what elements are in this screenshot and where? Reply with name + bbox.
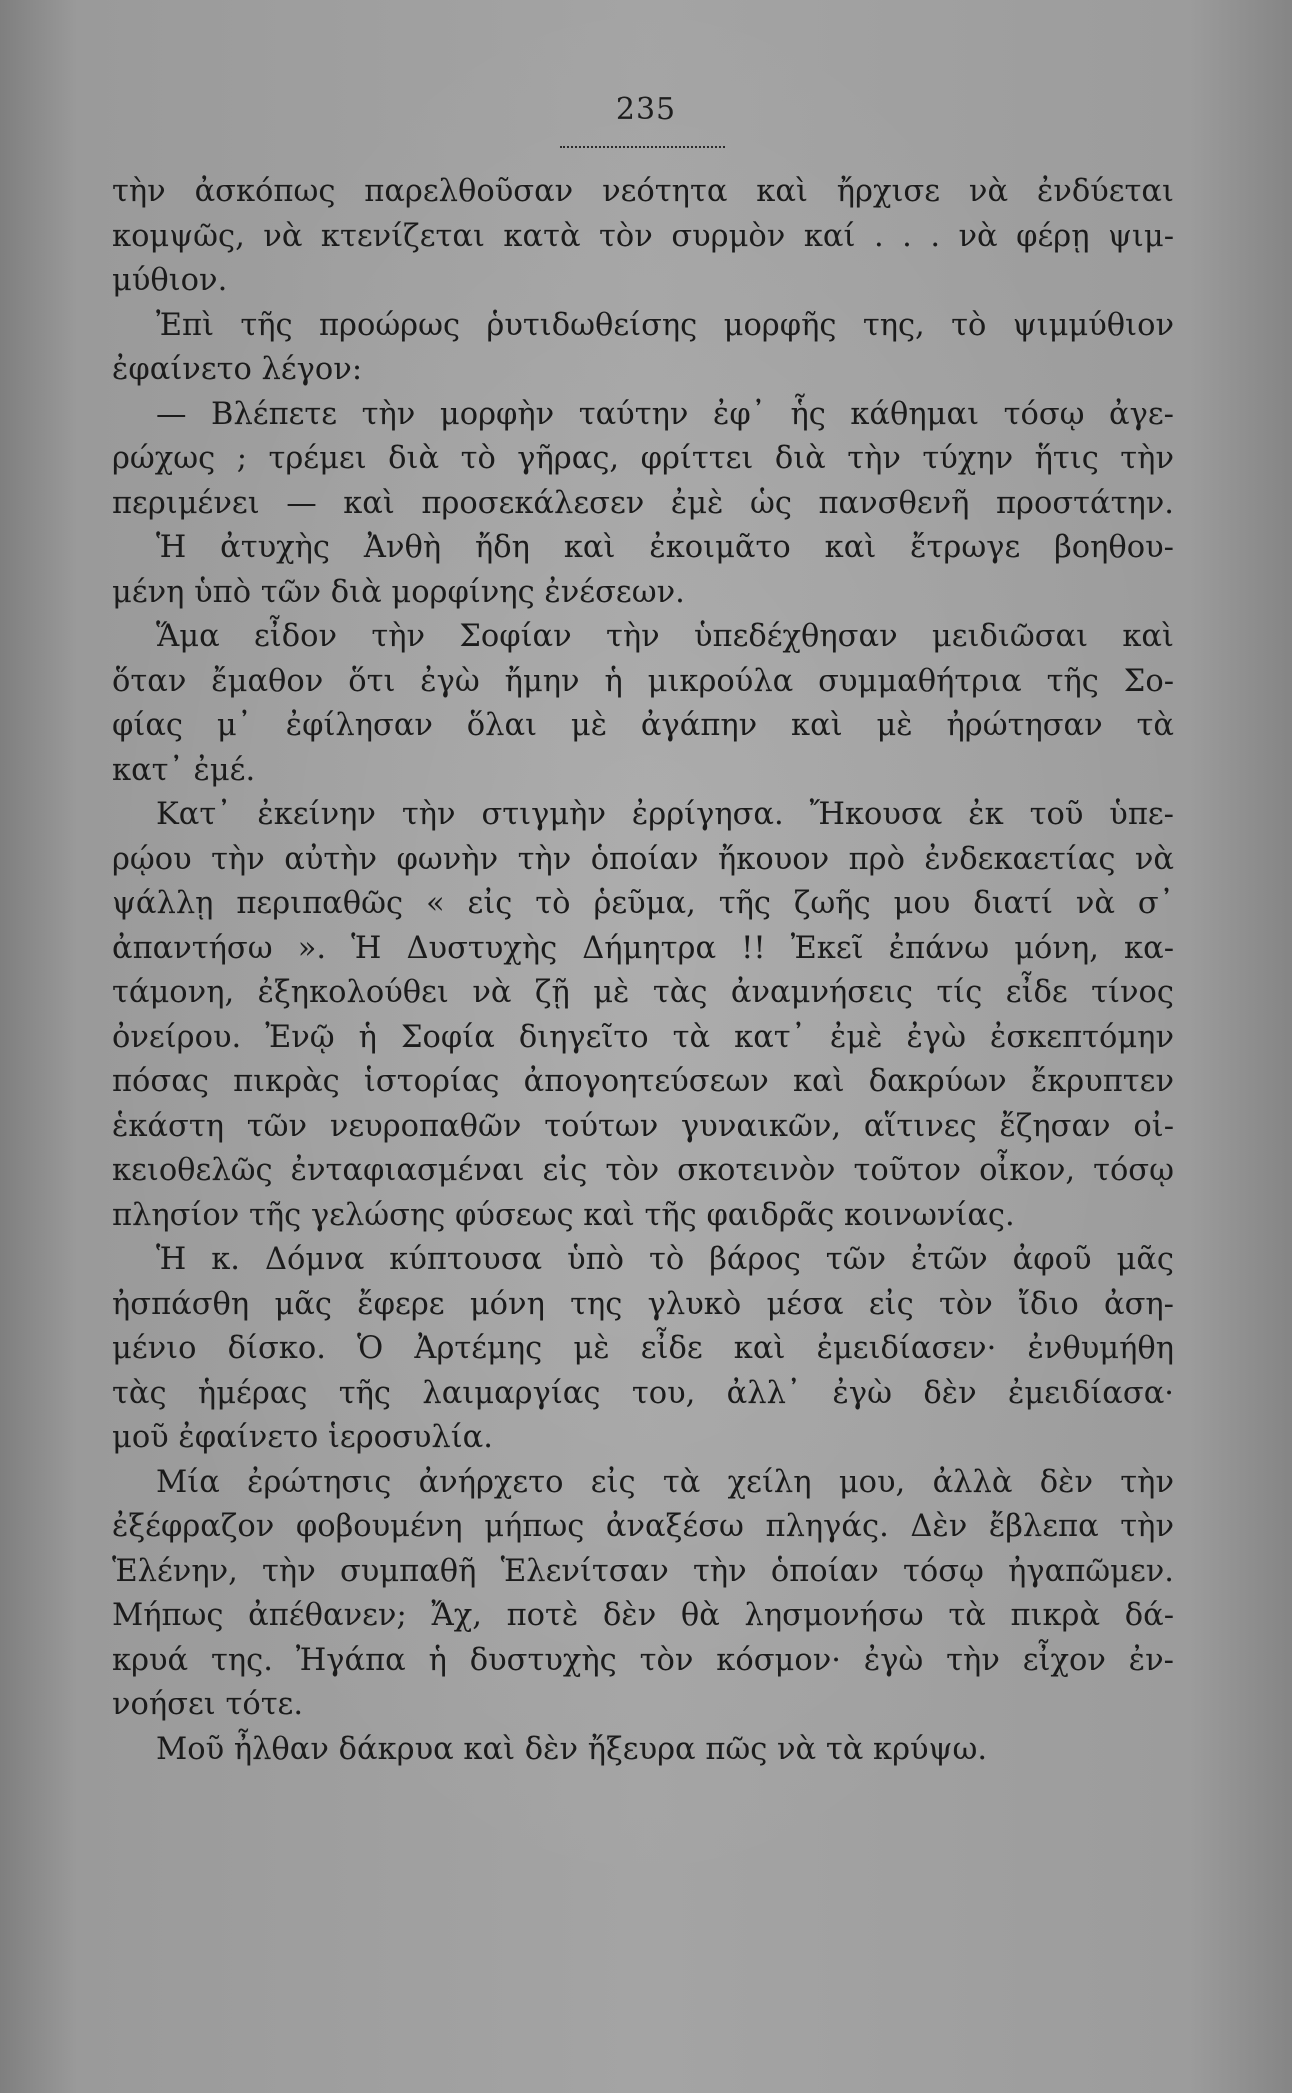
- text-line: Ἅμα εἶδον τὴν Σοφίαν τὴν ὑπεδέχθησαν μειδιῶσαι καὶ: [156, 619, 1174, 654]
- text-line: ἐφαίνετο λέγον:: [112, 352, 363, 387]
- text-line: Ἡ ἀτυχὴς Ἀνθὴ ἤδη καὶ ἐκοιμᾶτο καὶ ἔτρωγε βοηθου-: [156, 530, 1174, 565]
- text-line: μοῦ ἐφαίνετο ἱεροσυλία.: [112, 1420, 493, 1455]
- text-line: πλησίον τῆς γελώσης φύσεως καὶ τῆς φαιδρᾶς κοινωνίας.: [112, 1197, 1015, 1233]
- text-line: ἠσπάσθη μᾶς ἔφερε μόνη της γλυκὸ μέσα εἰς τὸν ἴδιο ἀση-: [112, 1286, 1174, 1322]
- text-line: ρῴου τὴν αὐτὴν φωνὴν τὴν ὁποίαν ἤκουον πρὸ ἐνδεκαετίας νὰ: [112, 841, 1174, 877]
- text-line: ὀνείρου. Ἐνῷ ἡ Σοφία διηγεῖτο τὰ κατ᾽ ἐμὲ ἐγὼ ἐσκεπτόμην: [112, 1019, 1174, 1055]
- text-line: ψάλλῃ περιπαθῶς « εἰς τὸ ῥεῦμα, τῆς ζωῆς μου διατί νὰ σ᾽: [112, 886, 1174, 921]
- text-line: ἀπαντήσω ». Ἡ Δυστυχὴς Δήμητρα !! Ἐκεῖ ἐπάνω μόνη, κα-: [112, 930, 1174, 966]
- text-line: ἑκάστη τῶν νευροπαθῶν τούτων γυναικῶν, αἵτινες ἔζησαν οἰ-: [112, 1108, 1174, 1144]
- text-line: Ἑλένην, τὴν συμπαθῆ Ἑλενίτσαν τὴν ὁποίαν τόσῳ ἠγαπῶμεν.: [112, 1553, 1174, 1589]
- page-number: 235: [615, 92, 677, 127]
- text-line: περιμένει — καὶ προσεκάλεσεν ἐμὲ ὡς πανσθενῆ προστάτην.: [112, 485, 1174, 521]
- text-line: — Βλέπετε τὴν μορφὴν ταύτην ἐφ᾽ ἧς κάθημαι τόσῳ ἀγε-: [156, 396, 1174, 432]
- text-line: μένιο δίσκο. Ὁ Ἀρτέμης μὲ εἶδε καὶ ἐμειδίασεν· ἐνθυμήθη: [112, 1331, 1174, 1366]
- text-line: Μοῦ ἦλθαν δάκρυα καὶ δὲν ἤξευρα πῶς νὰ τὰ κρύψω.: [156, 1731, 988, 1767]
- text-line: ἐξέφραζον φοβουμένη μήπως ἀναξέσω πληγάς. Δὲν ἔβλεπα τὴν: [112, 1509, 1174, 1544]
- text-line: πόσας πικρὰς ἱστορίας ἀπογοητεύσεων καὶ δακρύων ἔκρυπτεν: [112, 1064, 1174, 1099]
- text-line: νοήσει τότε.: [112, 1687, 304, 1722]
- text-line: κρυά της. Ἠγάπα ἡ δυστυχὴς τὸν κόσμον· ἐγὼ τὴν εἶχον ἐν-: [112, 1642, 1174, 1678]
- text-line: μένη ὑπὸ τῶν διὰ μορφίνης ἐνέσεων.: [112, 574, 685, 610]
- text-line: μύθιον.: [112, 263, 228, 298]
- text-line: κειοθελῶς ἐνταφιασμέναι εἰς τὸν σκοτεινὸν τοῦτον οἶκον, τόσῳ: [112, 1153, 1174, 1188]
- text-line: κατ᾽ ἐμέ.: [112, 752, 256, 788]
- text-line: Ἡ κ. Δόμνα κύπτουσα ὑπὸ τὸ βάρος τῶν ἐτῶν ἀφοῦ μᾶς: [156, 1242, 1174, 1277]
- text-line: Μήπως ἀπέθανεν; Ἄχ, ποτὲ δὲν θὰ λησμονήσω τὰ πικρὰ δά-: [112, 1598, 1174, 1633]
- text-line: Κατ᾽ ἐκείνην τὴν στιγμὴν ἐρρίγησα. Ἤκουσα ἐκ τοῦ ὑπε-: [156, 797, 1174, 832]
- text-line: τὴν ἀσκόπως παρελθοῦσαν νεότητα καὶ ἤρχισε νὰ ἐνδύεται: [112, 174, 1174, 209]
- text-line: Μία ἐρώτησις ἀνήρχετο εἰς τὰ χείλη μου, ἀλλὰ δὲν τὴν: [156, 1464, 1174, 1500]
- text-line: φίας μ᾽ ἐφίλησαν ὅλαι μὲ ἀγάπην καὶ μὲ ἠρώτησαν τὰ: [112, 708, 1174, 743]
- body-text: [112, 170, 1174, 1772]
- text-line: ὅταν ἔμαθον ὅτι ἐγὼ ἤμην ἡ μικρούλα συμμαθήτρια τῆς Σο-: [112, 663, 1174, 699]
- text-line: Ἐπὶ τῆς προώρως ῥυτιδωθείσης μορφῆς της, τὸ ψιμμύθιον: [156, 307, 1174, 343]
- text-line: τάμονη, ἐξηκολούθει νὰ ζῇ μὲ τὰς ἀναμνήσεις τίς εἶδε τίνος: [112, 975, 1174, 1010]
- text-line: ρώχως ; τρέμει διὰ τὸ γῆρας, φρίττει διὰ τὴν τύχην ἥτις τὴν: [112, 441, 1174, 476]
- text-line: κομψῶς, νὰ κτενίζεται κατὰ τὸν συρμὸν καί . . . νὰ φέρῃ ψιμ-: [112, 218, 1174, 254]
- text-line: τὰς ἡμέρας τῆς λαιμαργίας του, ἀλλ᾽ ἐγὼ δὲν ἐμειδίασα·: [112, 1375, 1174, 1411]
- page-number-rule: [560, 146, 725, 148]
